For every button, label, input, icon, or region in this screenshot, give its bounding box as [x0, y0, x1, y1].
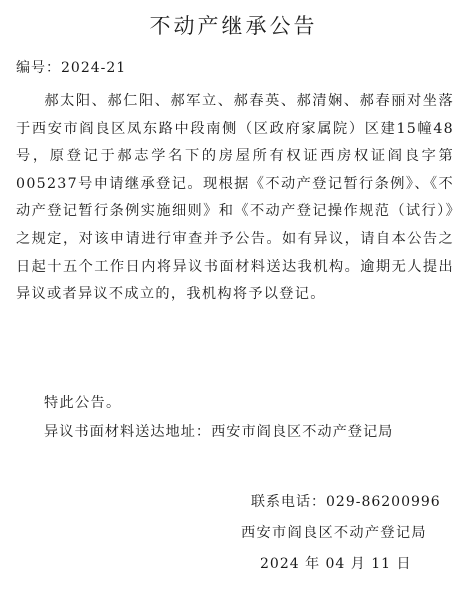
contact-phone-line — [251, 491, 441, 511]
closing-statement: 特此公告。 — [44, 395, 122, 411]
serial-number: 2024-21 — [61, 60, 127, 76]
notice-body-paragraph: 郝太阳、郝仁阳、郝军立、郝春英、郝清娴、郝春丽对坐落于西安市阎良区凤东路中段南侧（区政府家属院）区建15幢48号，原登记于郝志学名下的房屋所有权证西房权证阎良字第005237号申请继承登记。现根据《不动产登记暂行条例》、《不动产登记暂行条例实施细则》和《不动产登记操作规范（试行）》之规定，对该申请进行审查并予公告。如有异议，请自本公告之日起十五个工作日内将异议书面材料送达我机构。逾期无人提出异议或者异议不成立的，我机构将予以登记。 — [16, 93, 454, 303]
issuing-authority: 西安市阎良区不动产登记局 — [241, 525, 427, 541]
serial-number-line — [16, 57, 126, 77]
issue-date: 2024 年 04 月 11 日 — [260, 556, 412, 572]
objection-address-line — [44, 421, 393, 441]
address-label: 异议书面材料送达地址： — [44, 424, 212, 440]
document-title: 不动产继承公告 — [149, 14, 318, 38]
address-value: 西安市阎良区不动产登记局 — [211, 424, 394, 440]
serial-label: 编号： — [16, 60, 61, 76]
contact-phone: 029-86200996 — [326, 494, 441, 510]
contact-label: 联系电话： — [251, 494, 326, 510]
